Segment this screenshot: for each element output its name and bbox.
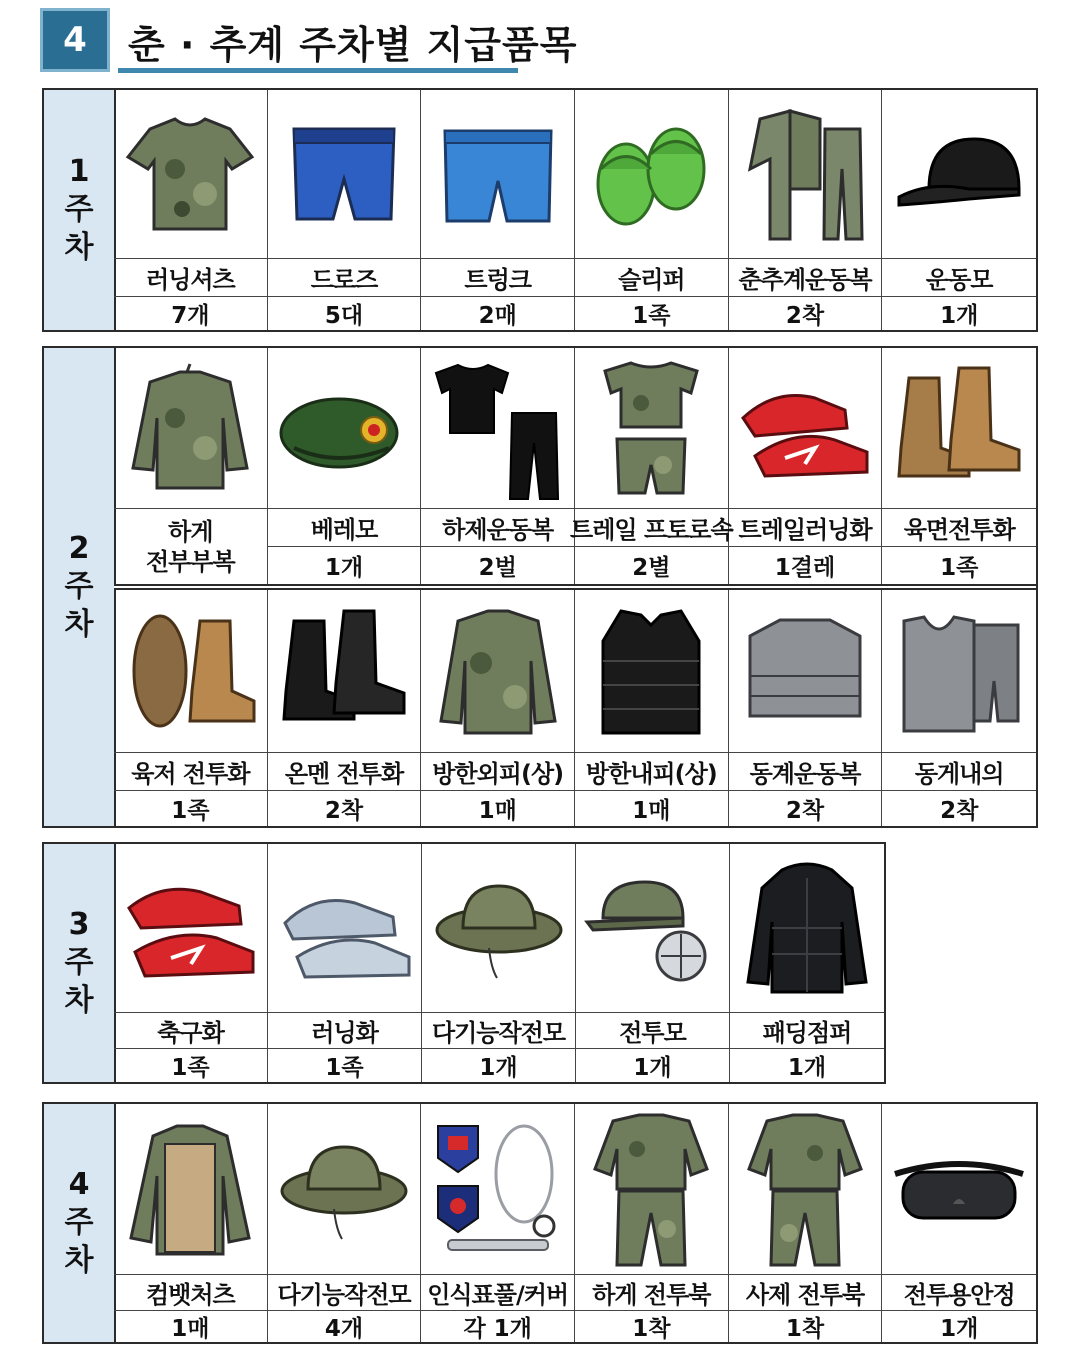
week-4-section	[42, 1102, 1038, 1344]
item-qty: 2매	[421, 296, 574, 330]
tan-boots-sole-icon	[120, 601, 260, 741]
item-qty: 1착	[729, 1310, 882, 1342]
item-name: 슬리퍼	[575, 258, 728, 296]
gray-folded-jacket-icon	[740, 606, 870, 736]
black-puffer-icon	[742, 858, 872, 998]
title-underline	[118, 68, 518, 73]
gray-tank-shorts-icon	[894, 601, 1024, 741]
item-padding-jumper	[730, 844, 884, 1082]
item-name: 하게 전투북	[575, 1274, 728, 1310]
red-cleats-icon	[735, 368, 875, 488]
item-name: 베레모	[268, 508, 421, 546]
item-slippers	[575, 90, 729, 330]
item-summer-combat-uniform	[575, 1104, 729, 1342]
item-qty: 1착	[575, 1310, 728, 1342]
item-qty: 2벌	[421, 546, 574, 584]
item-qty: 1결레	[729, 546, 882, 584]
item-qty: 1족	[114, 1048, 267, 1082]
week-3-label: 3 주 차	[44, 844, 116, 1082]
week-3-row	[114, 844, 884, 1082]
week-2-row-1	[114, 348, 1036, 584]
week-1-label: 1 주 차	[44, 90, 116, 330]
item-name: 트렁크	[421, 258, 574, 296]
item-running-shirt	[114, 90, 268, 330]
gray-sneakers-icon	[275, 873, 415, 983]
item-name: 컴뱃처츠	[114, 1274, 267, 1310]
item-name: 사제 전투북	[729, 1274, 882, 1310]
black-vest-icon	[591, 601, 711, 741]
patches-dogtags-icon	[428, 1114, 568, 1264]
green-beret-icon	[274, 378, 414, 478]
item-qty: 1개	[882, 1310, 1036, 1342]
item-multipurpose-hat-2	[268, 1104, 422, 1342]
item-sports-cap	[882, 90, 1036, 330]
camo-jacket-icon	[125, 358, 255, 498]
item-trail-running-shoes	[729, 348, 883, 584]
item-name: 육면전투화	[882, 508, 1036, 546]
item-qty: 2별	[575, 546, 728, 584]
item-name: 방한외피(상)	[421, 752, 574, 790]
item-qty: 1족	[268, 1048, 421, 1082]
item-qty: 1개	[730, 1048, 884, 1082]
item-qty: 1매	[575, 790, 728, 826]
item-summer-tracksuit	[421, 348, 575, 584]
item-qty: 1개	[882, 296, 1036, 330]
camo-uniform-icon	[591, 1109, 711, 1269]
item-qty: 2착	[882, 790, 1036, 826]
boonie-hat-icon	[429, 868, 569, 988]
item-qty: 1매	[421, 790, 574, 826]
item-black-boots	[268, 590, 422, 826]
item-qty: 1족	[114, 790, 267, 826]
blue-trunks-icon	[433, 109, 563, 239]
boonie-hat-icon	[274, 1129, 414, 1249]
black-boots-icon	[274, 601, 414, 741]
item-name: 축구화	[114, 1012, 267, 1048]
camo-parka-icon	[433, 601, 563, 741]
item-name: 트레일 프토로속	[575, 508, 728, 546]
week-1-section	[42, 88, 1038, 332]
item-soccer-shoes	[114, 844, 268, 1082]
item-four-season-combat-uniform	[729, 1104, 883, 1342]
item-qty: 1매	[114, 1310, 267, 1342]
green-slippers-icon	[581, 114, 721, 234]
item-name: 방한내피(상)	[575, 752, 728, 790]
item-dogtag-cover	[421, 1104, 575, 1342]
goggles-icon	[889, 1144, 1029, 1234]
week-4-row	[114, 1104, 1036, 1342]
item-name: 운동모	[882, 258, 1036, 296]
item-combat-cap	[576, 844, 730, 1082]
item-name: 전투모	[576, 1012, 729, 1048]
item-spring-fall-tracksuit	[729, 90, 883, 330]
item-tan-combat-boots	[882, 348, 1036, 584]
item-multipurpose-hat	[422, 844, 576, 1082]
item-qty: 1족	[882, 546, 1036, 584]
item-qty: 2착	[729, 296, 882, 330]
week-2-row-2	[114, 590, 1036, 826]
item-name: 동계운동복	[729, 752, 882, 790]
item-qty: 1개	[268, 546, 421, 584]
week-3-section	[42, 842, 886, 1084]
item-running-shoes	[268, 844, 422, 1082]
item-name: 하게 전부부복	[114, 508, 267, 584]
item-combat-goggles	[882, 1104, 1036, 1342]
item-qty: 4개	[268, 1310, 421, 1342]
week-1-row	[114, 90, 1036, 330]
item-name: 드로즈	[268, 258, 421, 296]
black-tracksuit-icon	[428, 353, 568, 503]
item-qty: 2착	[729, 790, 882, 826]
camo-uniform-icon	[745, 1109, 865, 1269]
item-name: 육저 전투화	[114, 752, 267, 790]
item-winter-underwear	[882, 590, 1036, 826]
item-trail-pt	[570, 348, 733, 584]
item-beret	[268, 348, 422, 584]
tan-boots-icon	[889, 358, 1029, 498]
blue-boxers-icon	[279, 109, 409, 239]
item-trunks	[421, 90, 575, 330]
item-name: 동게내의	[882, 752, 1036, 790]
camo-shorts-set-icon	[591, 353, 711, 503]
item-name: 다기능작전모	[268, 1274, 421, 1310]
page-title: 춘 · 추계 주차별 지급품목	[128, 23, 578, 67]
item-summer-uniform	[114, 348, 268, 584]
combat-shirt-icon	[125, 1114, 255, 1264]
item-qty: 1개	[422, 1048, 575, 1082]
black-cap-icon	[889, 119, 1029, 229]
camo-tshirt-icon	[120, 109, 260, 239]
week-2-section	[42, 346, 1038, 828]
red-cleats-icon	[121, 868, 261, 988]
item-name: 트레일러닝화	[729, 508, 882, 546]
week-4-label: 4 주 차	[44, 1104, 116, 1342]
item-qty: 각 1개	[421, 1310, 574, 1342]
item-qty: 5대	[268, 296, 421, 330]
section-header	[40, 6, 578, 76]
item-qty: 1개	[576, 1048, 729, 1082]
item-name: 러닝화	[268, 1012, 421, 1048]
camo-cap-icon	[583, 868, 723, 988]
item-name: 전투용안정	[882, 1274, 1036, 1310]
camo-tracksuit-icon	[740, 99, 870, 249]
item-cold-weather-liner	[575, 590, 729, 826]
item-name: 러닝셔츠	[114, 258, 267, 296]
item-qty: 1족	[575, 296, 728, 330]
item-tan-boots-sole	[114, 590, 268, 826]
item-name: 춘추계운동복	[729, 258, 882, 296]
item-name: 패딩점퍼	[730, 1012, 884, 1048]
item-winter-tracksuit	[729, 590, 883, 826]
item-qty: 2착	[268, 790, 421, 826]
item-name: 온멘 전투화	[268, 752, 421, 790]
section-number-badge: 4	[40, 8, 110, 72]
item-combat-shirt	[114, 1104, 268, 1342]
item-cold-weather-outer	[421, 590, 575, 826]
item-name: 하제운동복	[421, 508, 574, 546]
item-name: 다기능작전모	[422, 1012, 575, 1048]
week-2-label: 2 주 차	[44, 348, 116, 826]
item-qty: 7개	[114, 296, 267, 330]
item-drawers	[268, 90, 422, 330]
item-name: 인식표풀/커버	[421, 1274, 574, 1310]
